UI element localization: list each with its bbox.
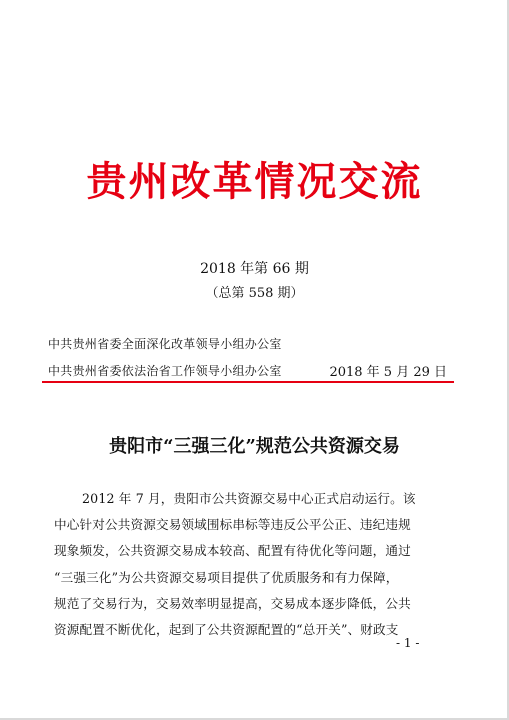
body-line: “三强三化”为公共资源交易项目提供了优质服务和有力保障， (54, 569, 399, 585)
body-line: 现象频发，公共资源交易成本较高、配置有待优化等问题，通过 (54, 543, 411, 559)
page-number: - 1 - (396, 636, 420, 650)
body-line: 2012 年 7 月，贵阳市公共资源交易中心正式启动运行。该 (82, 491, 416, 506)
body-line: 中心针对公共资源交易领域围标串标等违反公平公正、违纪违规 (54, 517, 411, 533)
masthead-title: 贵州改革情况交流 (86, 159, 423, 205)
issuing-office-2: 中共贵州省委依法治省工作领导小组办公室 (48, 364, 282, 378)
total-issue-number: （总第 558 期） (205, 286, 304, 301)
issue-date: 2018 年 5 月 29 日 (329, 365, 447, 380)
body-line: 资源配置不断优化，起到了公共资源配置的“总开关”、财政支 (54, 622, 399, 638)
article-title: 贵阳市“三强三化”规范公共资源交易 (109, 436, 400, 457)
article-body (54, 486, 452, 643)
issue-number: 2018 年第 66 期 (200, 261, 309, 277)
red-divider-rule (42, 381, 454, 383)
issuing-office-1: 中共贵州省委全面深化改革领导小组办公室 (48, 337, 282, 351)
body-line: 规范了交易行为，交易效率明显提高，交易成本逐步降低，公共 (54, 595, 411, 611)
